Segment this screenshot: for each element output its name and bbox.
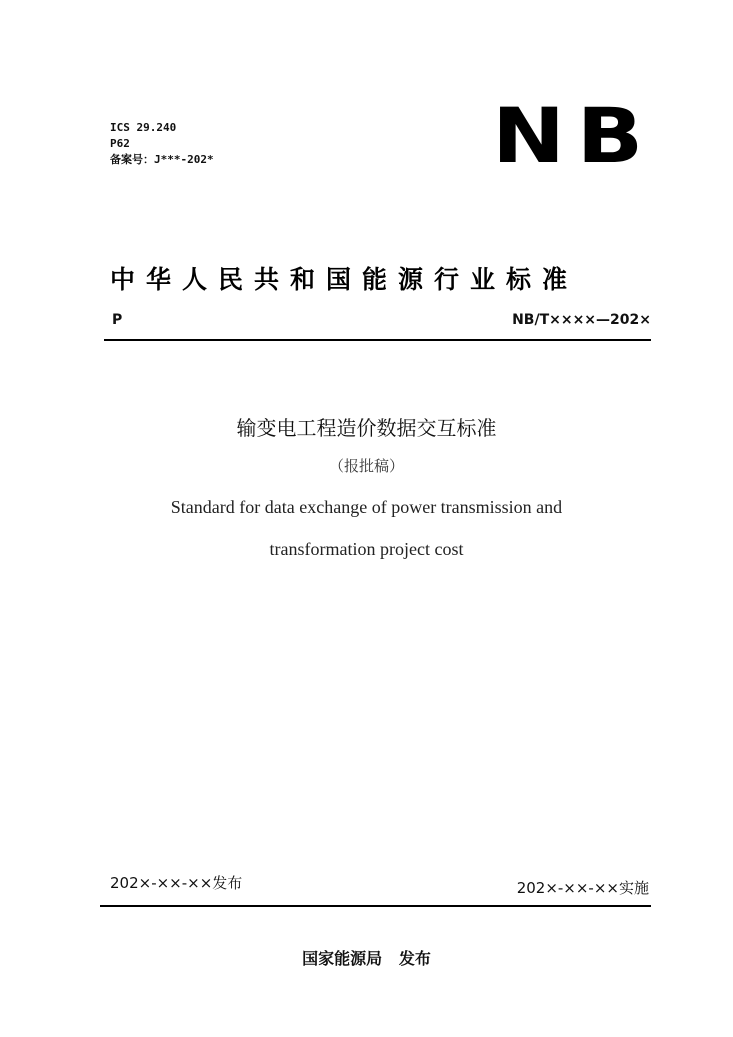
- document-title-en-line1: Standard for data exchange of power transmission and: [170, 497, 563, 517]
- standard-issuer-title: 中华人民共和国能源行业标准: [110, 265, 579, 294]
- issue-date: 202×-××-××发布: [110, 874, 243, 892]
- ics-code: ICS 29.240: [110, 121, 177, 134]
- nb-logo: NB: [492, 91, 655, 180]
- classification-code: P: [112, 312, 123, 328]
- bottom-divider: [100, 905, 651, 907]
- metadata-block: [110, 120, 214, 168]
- filing-number: 备案号：J***-202*: [110, 153, 214, 166]
- document-title-cn: 输变电工程造价数据交互标准: [236, 416, 497, 440]
- standard-number: NB/T××××—202×: [512, 312, 651, 328]
- draft-status: （报批稿）: [328, 457, 404, 475]
- top-divider: [104, 339, 651, 341]
- publisher: 国家能源局 发布: [302, 949, 431, 968]
- category-code: P62: [110, 137, 130, 150]
- implementation-date: 202×-××-××实施: [516, 879, 649, 897]
- document-title-en-line2: transformation project cost: [269, 539, 464, 559]
